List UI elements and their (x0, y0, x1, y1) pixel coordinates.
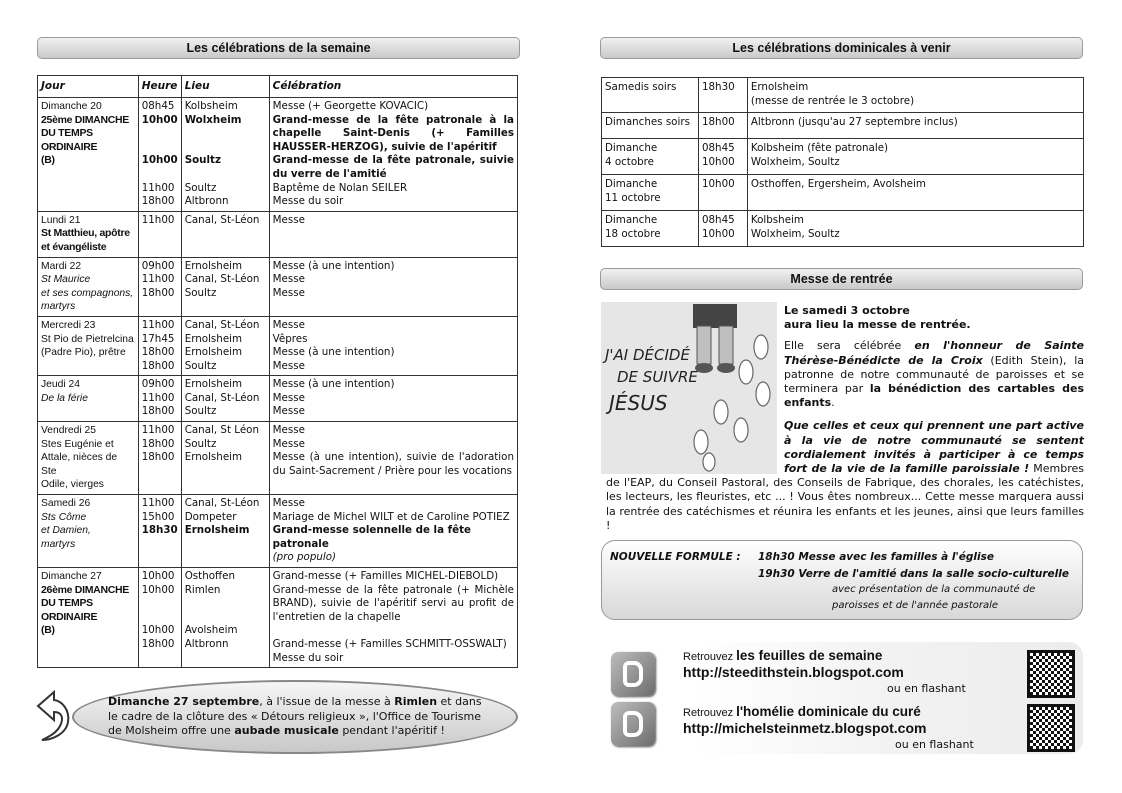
hour: 08h45 (701, 142, 735, 154)
day-cell (602, 175, 699, 211)
hour: 18h00 (141, 195, 175, 208)
liturgical-day: ORDINAIRE (41, 140, 98, 153)
rentree-announce: aura lieu la messe de rentrée. (784, 318, 971, 332)
day-name: Vendredi 25 (41, 425, 96, 437)
notice-text-part: et dans le cadre de la clôture des « Détours religieux », l'Office de Tourisme de Molsheim offre une (108, 695, 482, 737)
place: Dompeter (184, 510, 237, 523)
day-name: Dimanches soirs (605, 116, 690, 128)
image-caption: JÉSUS (609, 391, 668, 415)
liturgical-day: Attale, nièces de Ste (41, 452, 118, 477)
day-cell (602, 113, 699, 139)
celebration: Messe (+ Georgette KOVACIC) (272, 100, 429, 112)
hour: 18h30 (701, 81, 735, 93)
place-cell (747, 175, 1083, 211)
liturgical-day: ORDINAIRE (41, 610, 98, 623)
formule-line: 19h30 Verre de l'amitié dans la salle socio-culturelle (758, 568, 1070, 580)
place-cell (181, 98, 269, 212)
place: Ernolsheim (750, 81, 809, 93)
hour: 18h00 (141, 359, 175, 372)
place: (messe de rentrée le 3 octobre) (750, 95, 915, 107)
day-name: Lundi 21 (41, 214, 81, 226)
day-cell (602, 211, 699, 247)
day-date: 18 octobre (605, 228, 661, 240)
place: Ernolsheim (184, 259, 243, 272)
liturgical-day: St Maurice (41, 274, 91, 286)
table-row (602, 175, 1084, 211)
hour: 09h00 (141, 378, 175, 391)
place: Soultz (184, 359, 217, 372)
invitation-members: Membres de l'EAP, du Conseil Pastoral, des Conseils de Fabrique, des chorales, les catéchistes, les lecteurs, les fleuristes, etc ... ! Vous êtes nombreux... Cette messe marquera aussi la rentrée des catéchismes et réunira les enfants et les jeunes, ainsi que leurs familles ! (606, 462, 1084, 532)
place: Canal, St-Léon (184, 213, 260, 226)
day-name: Samedis soirs (605, 81, 677, 93)
day-cell (602, 139, 699, 175)
celebration-cell (269, 316, 517, 375)
notice-text (74, 682, 516, 739)
hour-cell (138, 376, 181, 422)
celebration: Grand-messe (+ Familles MICHEL-DIEBOLD) (272, 570, 499, 583)
place-cell (747, 113, 1083, 139)
retrouvez-label: Retrouvez (683, 651, 734, 663)
place: Canal, St-Léon (184, 273, 260, 286)
hour: 11h00 (141, 391, 175, 404)
qr-code-icon[interactable] (1027, 650, 1075, 698)
notice-aubade: aubade musicale (234, 724, 339, 737)
hour: 10h00 (701, 178, 735, 190)
place: Ernolsheim (184, 524, 250, 537)
celebration-cell (269, 422, 517, 495)
place: Soultz (184, 286, 217, 299)
table-row (602, 211, 1084, 247)
celebration: Messe (272, 497, 305, 510)
hour-cell (698, 78, 747, 113)
day-cell (38, 422, 139, 495)
day-name: Dimanche 20 (41, 101, 102, 112)
qr-code-icon[interactable] (1027, 704, 1075, 752)
place: Soultz (184, 405, 217, 418)
celebration: Messe (272, 424, 305, 437)
place: Ernolsheim (184, 451, 243, 464)
homily-url-link[interactable]: http://michelsteinmetz.blogspot.com (683, 720, 927, 736)
table-row (38, 376, 518, 422)
hour-cell (698, 113, 747, 139)
table-row (602, 113, 1084, 139)
notice-place: Rimlen (394, 695, 438, 708)
hour: 18h00 (141, 437, 175, 450)
rentree-banner: Messe de rentrée (600, 268, 1083, 290)
place: Ernolsheim (184, 378, 243, 391)
hour: 11h00 (141, 497, 175, 510)
day-cell (38, 568, 139, 668)
hour-cell (698, 139, 747, 175)
notice-date: Dimanche 27 septembre (108, 695, 260, 708)
place-cell (747, 139, 1083, 175)
celebration-cell (269, 376, 517, 422)
saint-name: en l'honneur de Sainte Thérèse-Bénédicte de la Croix (784, 339, 1084, 367)
header-lieu: Lieu (181, 76, 269, 98)
hour-cell (138, 422, 181, 495)
hour: 08h45 (701, 214, 735, 226)
celebration: Messe (à une intention), suivie de l'adoration du Saint-Sacrement / Prière pour les vocations (272, 451, 514, 477)
hour: 10h00 (141, 570, 175, 583)
liturgical-day: St Matthieu, apôtre (41, 227, 130, 240)
flash-label: ou en flashant (887, 682, 966, 695)
liturgical-day: martyrs (41, 538, 76, 550)
notice-text-part: pendant l'apéritif ! (338, 724, 445, 737)
table-row (38, 495, 518, 568)
liturgical-day: Stes Eugénie et (41, 438, 114, 450)
place: Canal, St-Léon (184, 318, 260, 331)
blessing: la bénédiction des cartables des enfants (784, 382, 1084, 410)
celebration: Messe (272, 391, 305, 404)
hour: 11h00 (141, 424, 175, 437)
hour: 10h00 (701, 156, 735, 168)
header-jour: Jour (38, 76, 139, 98)
day-name: Dimanche (605, 178, 658, 190)
day-name: Dimanche 27 (41, 571, 102, 583)
liturgical-day: St Pio de Pietrelcina (41, 333, 134, 345)
hour: 10h00 (141, 624, 175, 637)
homily-title: l'homélie dominicale du curé (736, 704, 921, 719)
celebration: (pro populo) (272, 551, 337, 564)
celebration: Baptême de Nolan SEILER (272, 181, 408, 194)
hour-cell (698, 211, 747, 247)
place: Altbronn (184, 637, 229, 650)
day-cell (38, 495, 139, 568)
liturgical-day: et ses compagnons, (41, 287, 134, 299)
rentree-date: Le samedi 3 octobre (784, 304, 910, 317)
day-cell (602, 78, 699, 113)
liturgical-day: 26ème DIMANCHE (41, 583, 129, 596)
place: Rimlen (184, 583, 221, 596)
celebration: Messe (272, 273, 305, 286)
hour: 10h00 (141, 113, 178, 126)
celebration: Messe (272, 437, 305, 450)
celebration-cell (269, 495, 517, 568)
liturgical-day: (Padre Pio), prêtre (41, 347, 126, 359)
blogger-icon (611, 652, 655, 696)
sunday-celebrations-table (601, 77, 1084, 247)
blog-links-box (601, 642, 1083, 754)
notice-oval (72, 680, 518, 754)
day-name: Mercredi 23 (41, 319, 96, 331)
table-row (38, 98, 518, 212)
hour: 11h00 (141, 181, 175, 194)
hour: 18h00 (141, 405, 175, 418)
celebration: Messe (272, 359, 305, 372)
header-celebration: Célébration (269, 76, 517, 98)
table-row (38, 257, 518, 316)
celebration: Messe (272, 318, 305, 331)
blog-title: les feuilles de semaine (736, 648, 883, 663)
place: Osthoffen, Ergersheim, Avolsheim (750, 178, 926, 190)
day-date: 4 octobre (605, 156, 655, 168)
celebration: Messe du soir (272, 651, 344, 664)
weekly-celebrations-table (37, 75, 518, 668)
celebration: Messe (272, 286, 305, 299)
day-cell (38, 98, 139, 212)
flash-label: ou en flashant (895, 738, 974, 751)
celebration: Grand-messe de la fête patronale, suivie du verre de l'amitié (272, 154, 514, 180)
table-row (38, 568, 518, 668)
celebration: Messe (à une intention) (272, 346, 395, 359)
table-row (602, 139, 1084, 175)
liturgical-day: 25ème DIMANCHE (41, 113, 129, 126)
hour-cell (138, 495, 181, 568)
celebration-cell (269, 211, 517, 257)
day-cell (38, 257, 139, 316)
place: Altbronn (jusqu'au 27 septembre inclus) (750, 116, 958, 128)
place-cell (181, 211, 269, 257)
celebration-cell (269, 98, 517, 212)
text-part: Elle sera célébrée (784, 339, 915, 353)
celebration: Messe (à une intention) (272, 259, 395, 272)
rentree-text (606, 304, 1084, 542)
celebration: Grand-messe de la fête patronale (+ Michèle BRAND), suivie de l'apéritif servi au profit de l'entretien de la chapelle (272, 583, 514, 623)
hour-cell (138, 568, 181, 668)
place-cell (181, 316, 269, 375)
day-name: Dimanche (605, 214, 658, 226)
hour: 15h00 (141, 510, 175, 523)
hour-cell (138, 316, 181, 375)
hour-cell (138, 211, 181, 257)
retrouvez-label: Retrouvez (683, 707, 734, 719)
day-date: 11 octobre (605, 192, 661, 204)
place: Soultz (184, 181, 217, 194)
place-cell (747, 78, 1083, 113)
place: Altbronn (184, 195, 229, 208)
celebration: Grand-messe (+ Familles SCHMITT-OSSWALT) (272, 638, 507, 650)
hour: 08h45 (141, 100, 175, 112)
place-cell (747, 211, 1083, 247)
place: Kolbsheim (750, 214, 804, 226)
celebration: Mariage de Michel WILT et de Caroline POTIEZ (272, 510, 510, 523)
hour: 17h45 (141, 332, 175, 345)
place: Wolxheim, Soultz (750, 228, 840, 240)
celebration: Vêpres (272, 332, 308, 345)
hour: 11h00 (141, 273, 175, 286)
liturgical-day: (B) (41, 154, 55, 167)
celebration: Messe du soir (272, 195, 344, 208)
celebration: Messe (à une intention) (272, 378, 395, 391)
formule-label: NOUVELLE FORMULE : (610, 551, 741, 563)
image-caption: J'AI DÉCIDÉ (605, 346, 690, 364)
place: Kolbsheim (184, 100, 238, 112)
formule-line: paroisses et de l'année pastorale (832, 600, 999, 611)
blogger-icon (611, 702, 655, 746)
table-row (38, 211, 518, 257)
place: Kolbsheim (fête patronale) (750, 142, 889, 154)
liturgical-day: et Damien, (41, 525, 91, 537)
hour: 18h00 (141, 286, 175, 299)
place: Ernolsheim (184, 332, 243, 345)
place: Canal, St Léon (184, 424, 259, 437)
place: Avolsheim (184, 624, 238, 637)
hour: 11h00 (141, 318, 175, 331)
formule-line: 18h30 Messe avec les familles à l'église (758, 551, 994, 563)
place: Canal, St-Léon (184, 391, 260, 404)
celebration-cell (269, 568, 517, 668)
day-cell (38, 211, 139, 257)
notice-text-part: , à l'issue de la messe à (259, 695, 395, 708)
place: Canal, St-Léon (184, 497, 260, 510)
hour: 09h00 (141, 259, 175, 272)
hour: 10h00 (701, 228, 735, 240)
day-cell (38, 376, 139, 422)
place: Soultz (184, 154, 221, 167)
hour: 11h00 (141, 213, 175, 226)
hour: 18h00 (701, 116, 735, 128)
liturgical-day: et évangéliste (41, 240, 107, 253)
hour: 10h00 (141, 583, 175, 596)
day-name: Mardi 22 (41, 260, 82, 272)
place: Osthoffen (184, 570, 235, 583)
formule-line: avec présentation de la communauté de (832, 584, 1036, 595)
hour-cell (138, 98, 181, 212)
place-cell (181, 257, 269, 316)
blog-url-link[interactable]: http://steedithstein.blogspot.com (683, 664, 904, 680)
celebration: Messe (272, 405, 305, 418)
day-name: Jeudi 24 (41, 379, 80, 391)
liturgical-day: De la férie (41, 392, 88, 404)
hour: 18h30 (141, 524, 178, 537)
nouvelle-formule-box (601, 540, 1083, 620)
liturgical-day: (B) (41, 624, 55, 637)
celebration: Grand-messe de la fête patronale à la chapelle Saint-Denis (+ Familles HAUSSER-HERZOG), suivie de l'apéritif (272, 113, 514, 153)
table-row (38, 422, 518, 495)
rentree-paragraph (606, 339, 1084, 410)
place: Soultz (184, 437, 217, 450)
text-part: (Edith Stein), la patronne de notre communauté de paroisses et se terminera par (784, 353, 1084, 396)
header-heure: Heure (138, 76, 181, 98)
hour: 18h00 (141, 637, 175, 650)
hour: 18h00 (141, 451, 175, 464)
text-part: . (831, 396, 835, 410)
table-header-row (38, 76, 518, 98)
place-cell (181, 568, 269, 668)
celebration-cell (269, 257, 517, 316)
celebration: Grand-messe solennelle de la fête patronale (272, 524, 471, 550)
image-caption: DE SUIVRE (617, 368, 698, 386)
liturgical-day: Odile, vierges (41, 479, 104, 491)
hour-cell (698, 175, 747, 211)
day-name: Dimanche (605, 142, 658, 154)
place: Ernolsheim (184, 346, 243, 359)
day-cell (38, 316, 139, 375)
invitation-text: Que celles et ceux qui prennent une part active à la vie de notre communauté se sentent cordialement invités à participer à ce temps fort de la vie de la famille paroissiale ! (784, 419, 1084, 476)
sunday-celebrations-banner: Les célébrations dominicales à venir (600, 37, 1083, 59)
rentree-invitation (606, 419, 1084, 533)
place-cell (181, 376, 269, 422)
hour-cell (138, 257, 181, 316)
liturgical-day: DU TEMPS (41, 597, 93, 610)
place-cell (181, 422, 269, 495)
table-row (38, 316, 518, 375)
place-cell (181, 495, 269, 568)
place: Wolxheim (184, 113, 242, 126)
hour: 18h00 (141, 346, 175, 359)
hour: 10h00 (141, 154, 178, 167)
liturgical-day: Sts Côme (41, 511, 87, 523)
celebration: Messe (272, 213, 305, 226)
liturgical-day: DU TEMPS (41, 127, 93, 140)
table-row (602, 78, 1084, 113)
curved-arrow-icon (32, 688, 72, 748)
day-name: Samedi 26 (41, 498, 91, 510)
place: Wolxheim, Soultz (750, 156, 840, 168)
liturgical-day: martyrs (41, 301, 76, 313)
weekly-celebrations-banner: Les célébrations de la semaine (37, 37, 520, 59)
